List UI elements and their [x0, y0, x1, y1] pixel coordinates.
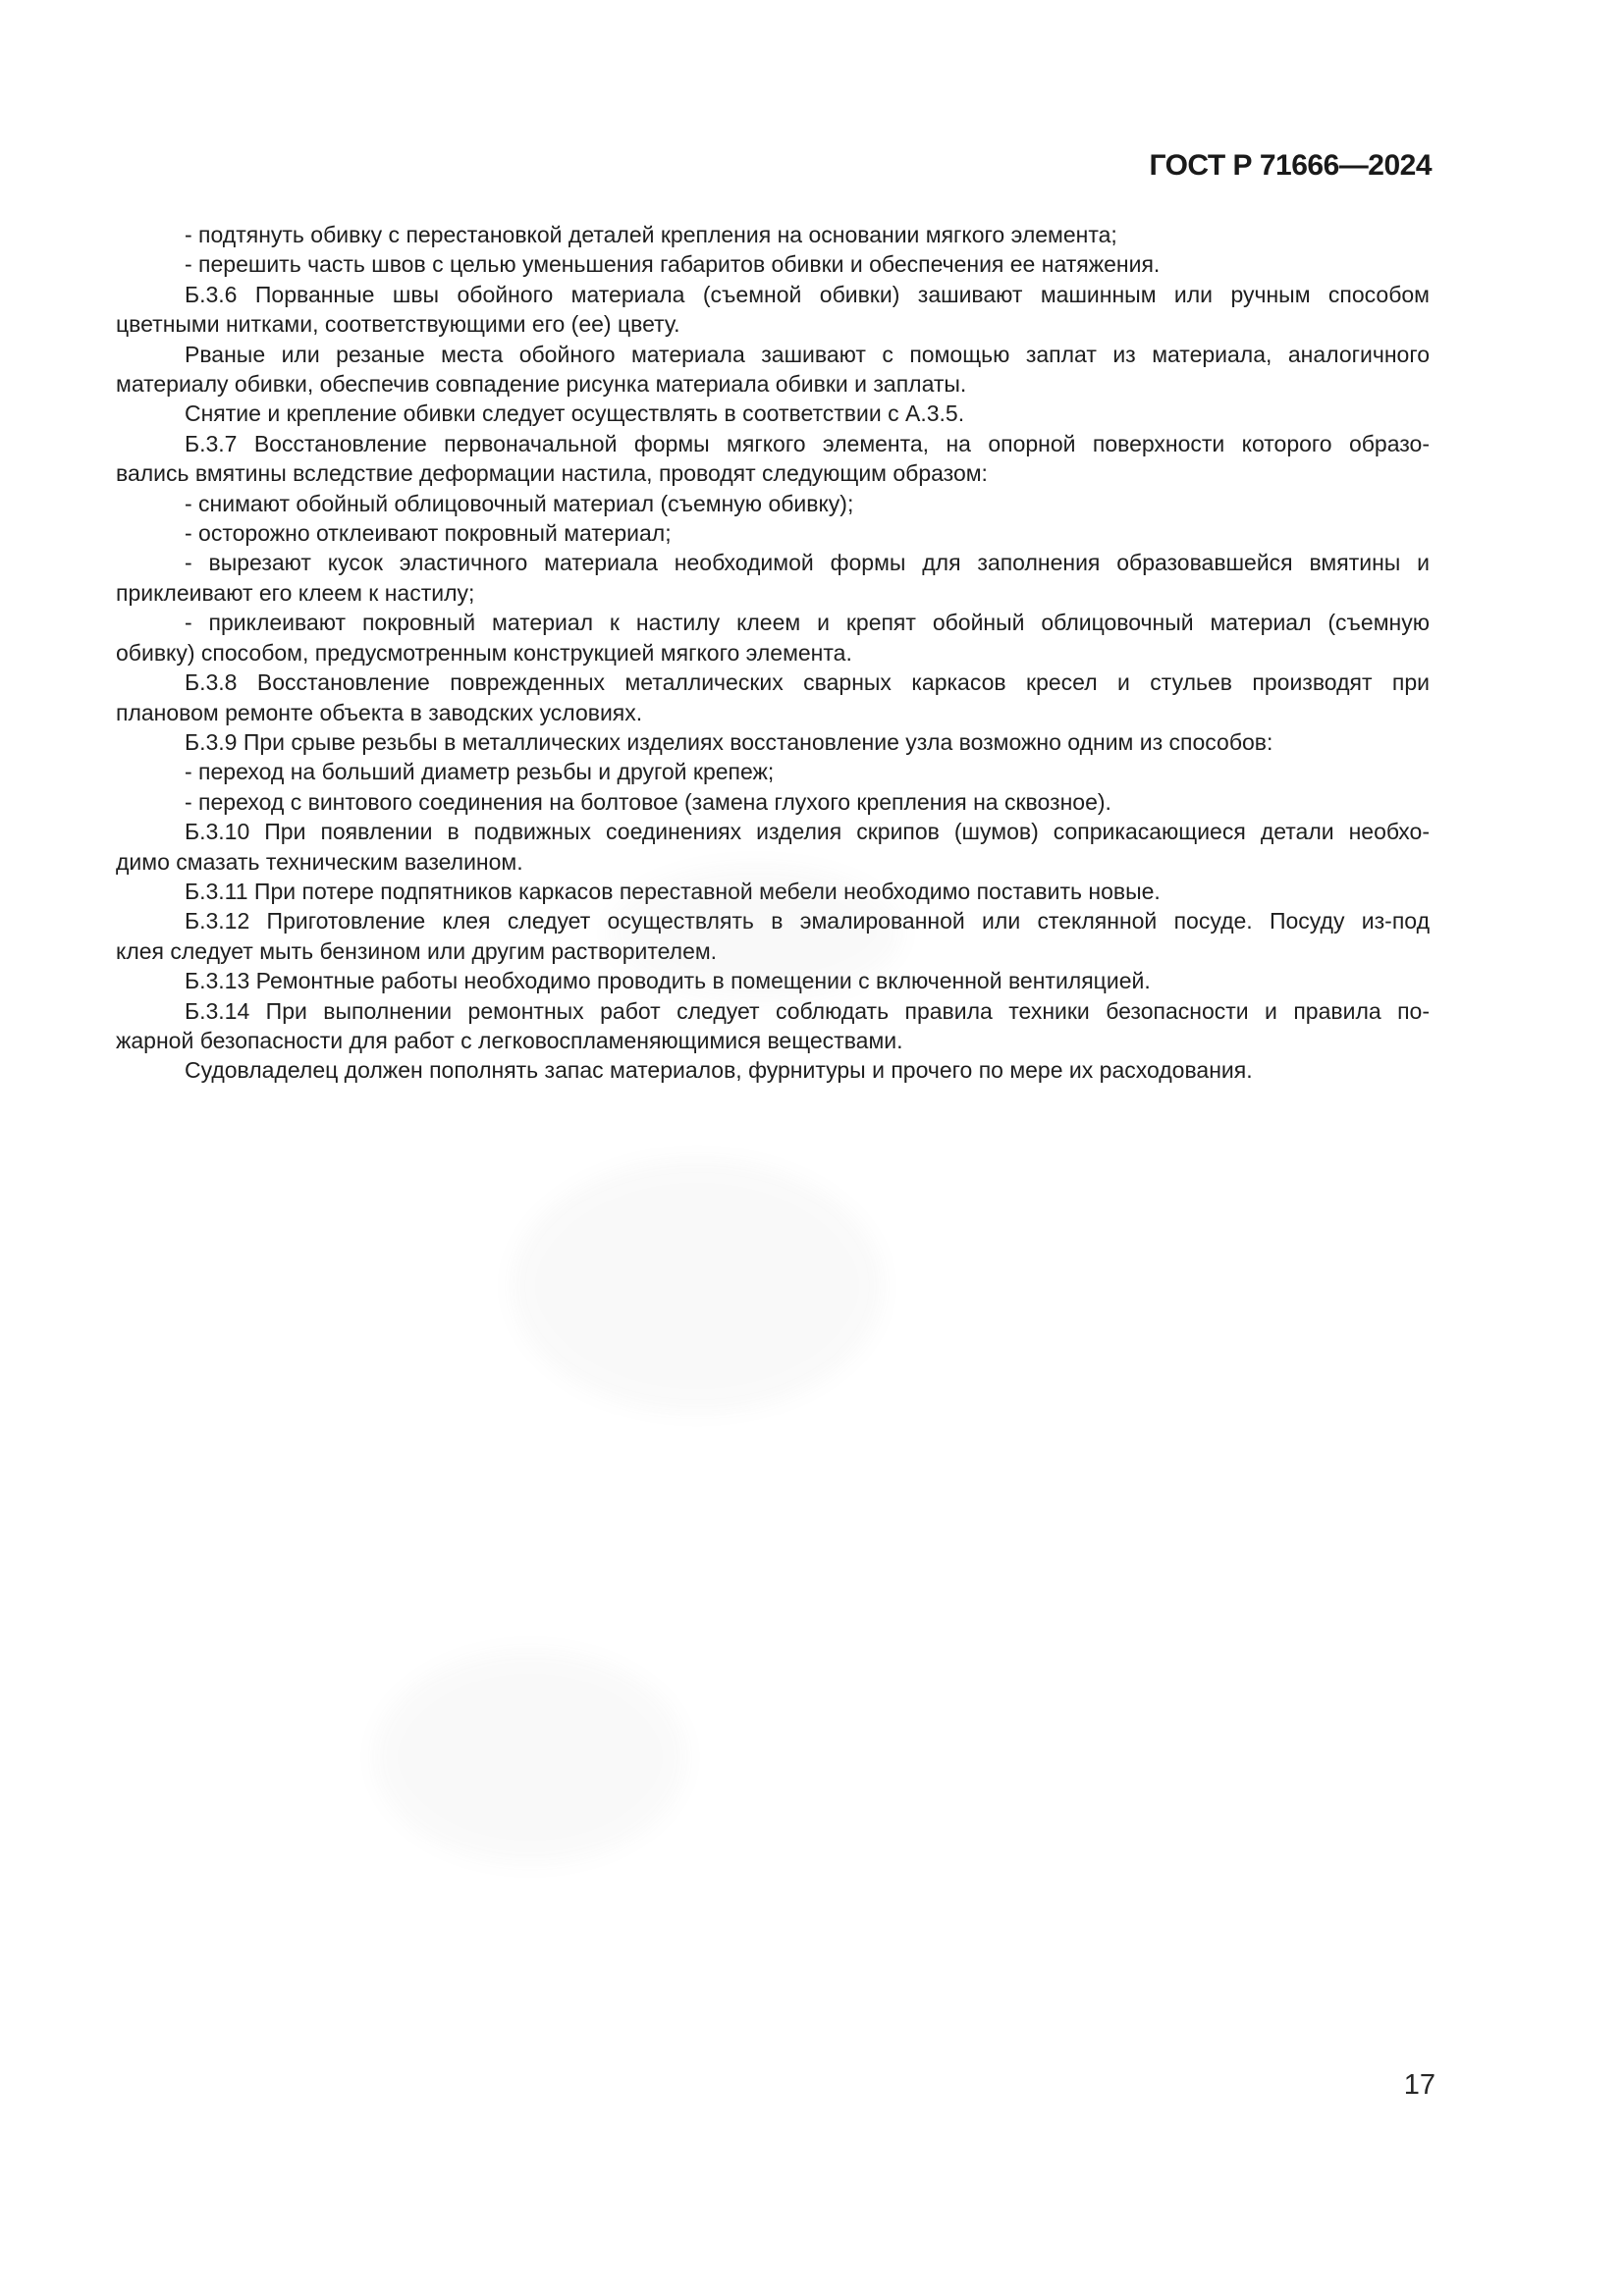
- text-line: Б.3.13 Ремонтные работы необходимо проводить в помещении с включенной вентиляцией.: [185, 968, 1151, 994]
- text-line: - снимают обойный облицовочный материал (съемную обивку);: [185, 490, 854, 516]
- text-line: Б.3.10 При появлении в подвижных соединениях изделия скрипов (шумов) соприкасающиеся детали необхо-: [185, 819, 1430, 845]
- text-line: Снятие и крепление обивки следует осуществлять в соответствии с А.3.5.: [185, 400, 965, 427]
- scan-artifact: [511, 1158, 884, 1414]
- text-line: Б.3.11 При потере подпятников каркасов переставной мебели необходимо поставить новые.: [185, 878, 1161, 904]
- text-line: клея следует мыть бензином или другим растворителем.: [116, 937, 718, 964]
- text-line: Б.3.12 Приготовление клея следует осуществлять в эмалированной или стеклянной посуде. Посуду из-под: [185, 908, 1430, 934]
- text-line: - приклеивают покровный материал к настилу клеем и крепят обойный облицовочный материал (съемную: [185, 610, 1430, 636]
- text-line: Б.3.6 Порванные швы обойного материала (съемной обивки) зашивают машинным или ручным способом: [185, 281, 1430, 307]
- text-line: - осторожно отклеивают покровный материал;: [185, 520, 672, 547]
- text-line: плановом ремонте объекта в заводских условиях.: [116, 699, 643, 725]
- text-line: - подтянуть обивку с перестановкой деталей крепления на основании мягкого элемента;: [185, 222, 1117, 247]
- text-line: обивку) способом, предусмотренным конструкцией мягкого элемента.: [116, 639, 852, 666]
- text-line: - вырезают кусок эластичного материала необходимой формы для заполнения образовавшейся вмятины и: [185, 550, 1430, 576]
- document-body: [116, 220, 1430, 1086]
- text-line: жарной безопасности для работ с легковоспламеняющимися веществами.: [116, 1027, 903, 1053]
- text-line: материалу обивки, обеспечив совпадение рисунка материала обивки и заплаты.: [116, 371, 967, 398]
- text-line: - перешить часть швов с целью уменьшения габаритов обивки и обеспечения ее натяжения.: [185, 251, 1161, 278]
- text-line: Судовладелец должен пополнять запас материалов, фурнитуры и прочего по мере их расходования.: [185, 1057, 1253, 1084]
- text-line: Б.3.14 При выполнении ремонтных работ следует соблюдать правила техники безопасности и правила по-: [185, 997, 1430, 1024]
- text-line: цветными нитками, соответствующими его (ее) цвету.: [116, 311, 680, 338]
- text-line: вались вмятины вследствие деформации настила, проводят следующим образом:: [116, 460, 988, 487]
- text-line: приклеивают его клеем к настилу;: [116, 579, 475, 606]
- text-line: Б.3.8 Восстановление поврежденных металлических сварных каркасов кресел и стульев производят при: [185, 669, 1430, 696]
- text-line: Рваные или резаные места обойного материала зашивают с помощью заплат из материала, аналогичного: [185, 341, 1430, 367]
- text-line: Б.3.9 При срыве резьбы в металлических изделиях восстановление узла возможно одним из способов:: [185, 728, 1273, 755]
- standard-number-header: ГОСТ Р 71666—2024: [1149, 149, 1432, 182]
- text-line: - переход с винтового соединения на болтовое (замена глухого крепления на сквозное).: [185, 788, 1111, 815]
- text-line: димо смазать техническим вазелином.: [116, 848, 523, 875]
- scan-artifact: [373, 1649, 687, 1865]
- text-line: - переход на больший диаметр резьбы и другой крепеж;: [185, 759, 775, 785]
- text-line: Б.3.7 Восстановление первоначальной формы мягкого элемента, на опорной поверхности которого образо-: [185, 430, 1430, 456]
- page-number: 17: [1403, 2069, 1435, 2101]
